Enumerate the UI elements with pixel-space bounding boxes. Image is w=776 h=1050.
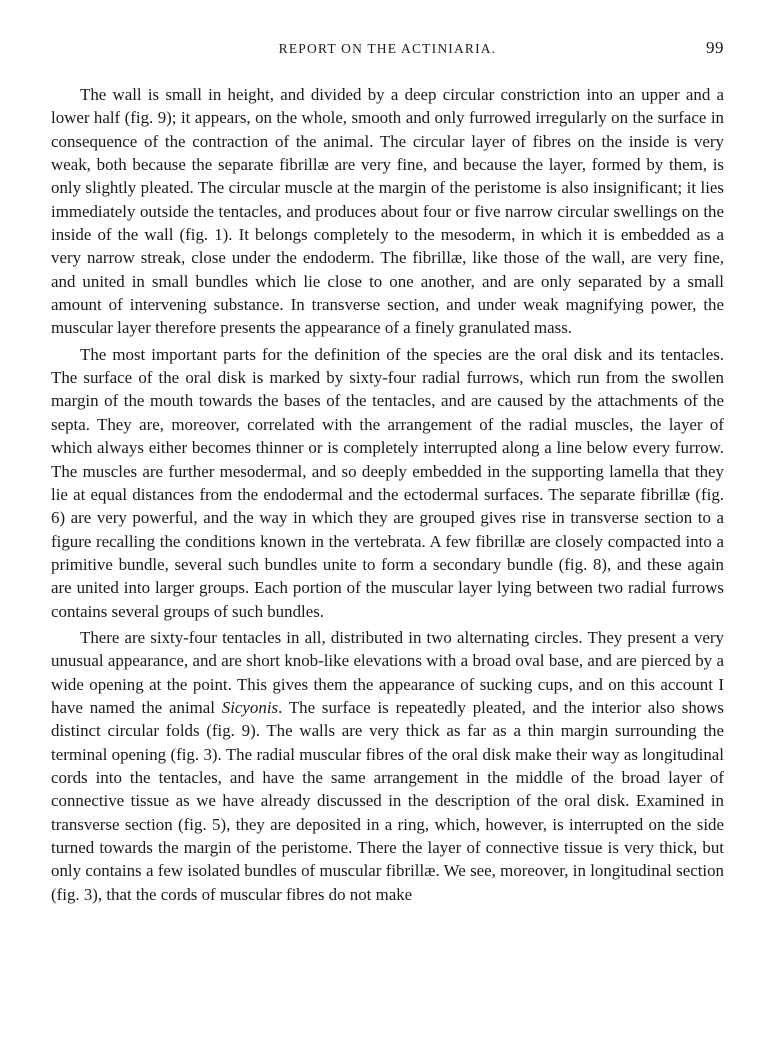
running-header bbox=[51, 38, 724, 64]
body-text bbox=[51, 83, 724, 906]
paragraph-tentacles-part1: There are sixty-four tentacles in all, distributed in two alternating circles. They present a very unusual appearance, and are short knob-like elevations with a broad oval base, and are pierced by a wide opening at the point. This gives them the appearance of sucking cups, and on this account I have named the animal bbox=[51, 627, 724, 717]
paragraph-tentacles bbox=[51, 626, 724, 906]
paragraph-oral-disk: The most important parts for the definition of the species are the oral disk and its tentacles. The surface of the oral disk is marked by sixty-four radial furrows, which run from the swollen margin of the mouth towards the bases of the tentacles, and are caused by the attachments of the septa. They are, moreover, correlated with the arrangement of the radial muscles, the layer of which always either becomes thinner or is completely interrupted along a line below every furrow. The muscles are further mesodermal, and so deeply embedded in the supporting lamella that they lie at equal distances from the endodermal and the ectodermal surfaces. The separate fibrillæ (fig. 6) are very powerful, and the way in which they are grouped gives rise in transverse section to a figure recalling the conditions known in the vertebrata. A few fibrillæ are closely compacted into a primitive bundle, several such bundles unite to form a secondary bundle (fig. 8), and these again are united into larger groups. Each portion of the muscular layer lying between two radial furrows contains several groups of such bundles. bbox=[51, 344, 724, 621]
paragraph-tentacles-part2: . The surface is repeatedly pleated, and the interior also shows distinct circular folds (fig. 9). The walls are very thick as far as a thin margin surrounding the terminal opening (fig. 3). The radial muscular fibres of the oral disk make their way as longitudinal cords into the tentacles, and have the same arrangement in the middle of the broad layer of connective tissue as we have already discussed in the description of the oral disk. Examined in transverse section (fig. 5), they are deposited in a ring, which, however, is interrupted on the side turned towards the margin of the peristome. There the layer of connective tissue is very thick, but only contains a few isolated bundles of muscular fibrillæ. We see, moreover, in longitudinal section (fig. 3), that the cords of muscular fibres do not make bbox=[51, 697, 724, 904]
document-page bbox=[51, 38, 724, 906]
running-title: REPORT ON THE ACTINIARIA. bbox=[278, 41, 497, 56]
genus-name-italic: Sicyonis bbox=[221, 697, 279, 717]
page-number: 99 bbox=[706, 38, 724, 57]
paragraph-wall: The wall is small in height, and divided by a deep circular constriction into an upper and a lower half (fig. 9); it appears, on the whole, smooth and only furrowed irregularly on the surface in consequence of the contraction of the animal. The circular layer of fibres on the inside is very weak, both because the separate fibrillæ are very fine, and because the layer, formed by them, is only slightly pleated. The circular muscle at the margin of the peristome is also insignificant; it lies immediately outside the tentacles, and produces about four or five narrow circular swellings on the inside of the wall (fig. 1). It belongs completely to the mesoderm, in which it is embedded as a very narrow streak, close under the endoderm. The fibrillæ, like those of the wall, are very fine, and united in small bundles which lie close to one another, and are only separated by a small amount of intervening substance. In transverse section, and under weak magnifying power, the muscular layer therefore presents the appearance of a finely granulated mass. bbox=[51, 85, 724, 338]
